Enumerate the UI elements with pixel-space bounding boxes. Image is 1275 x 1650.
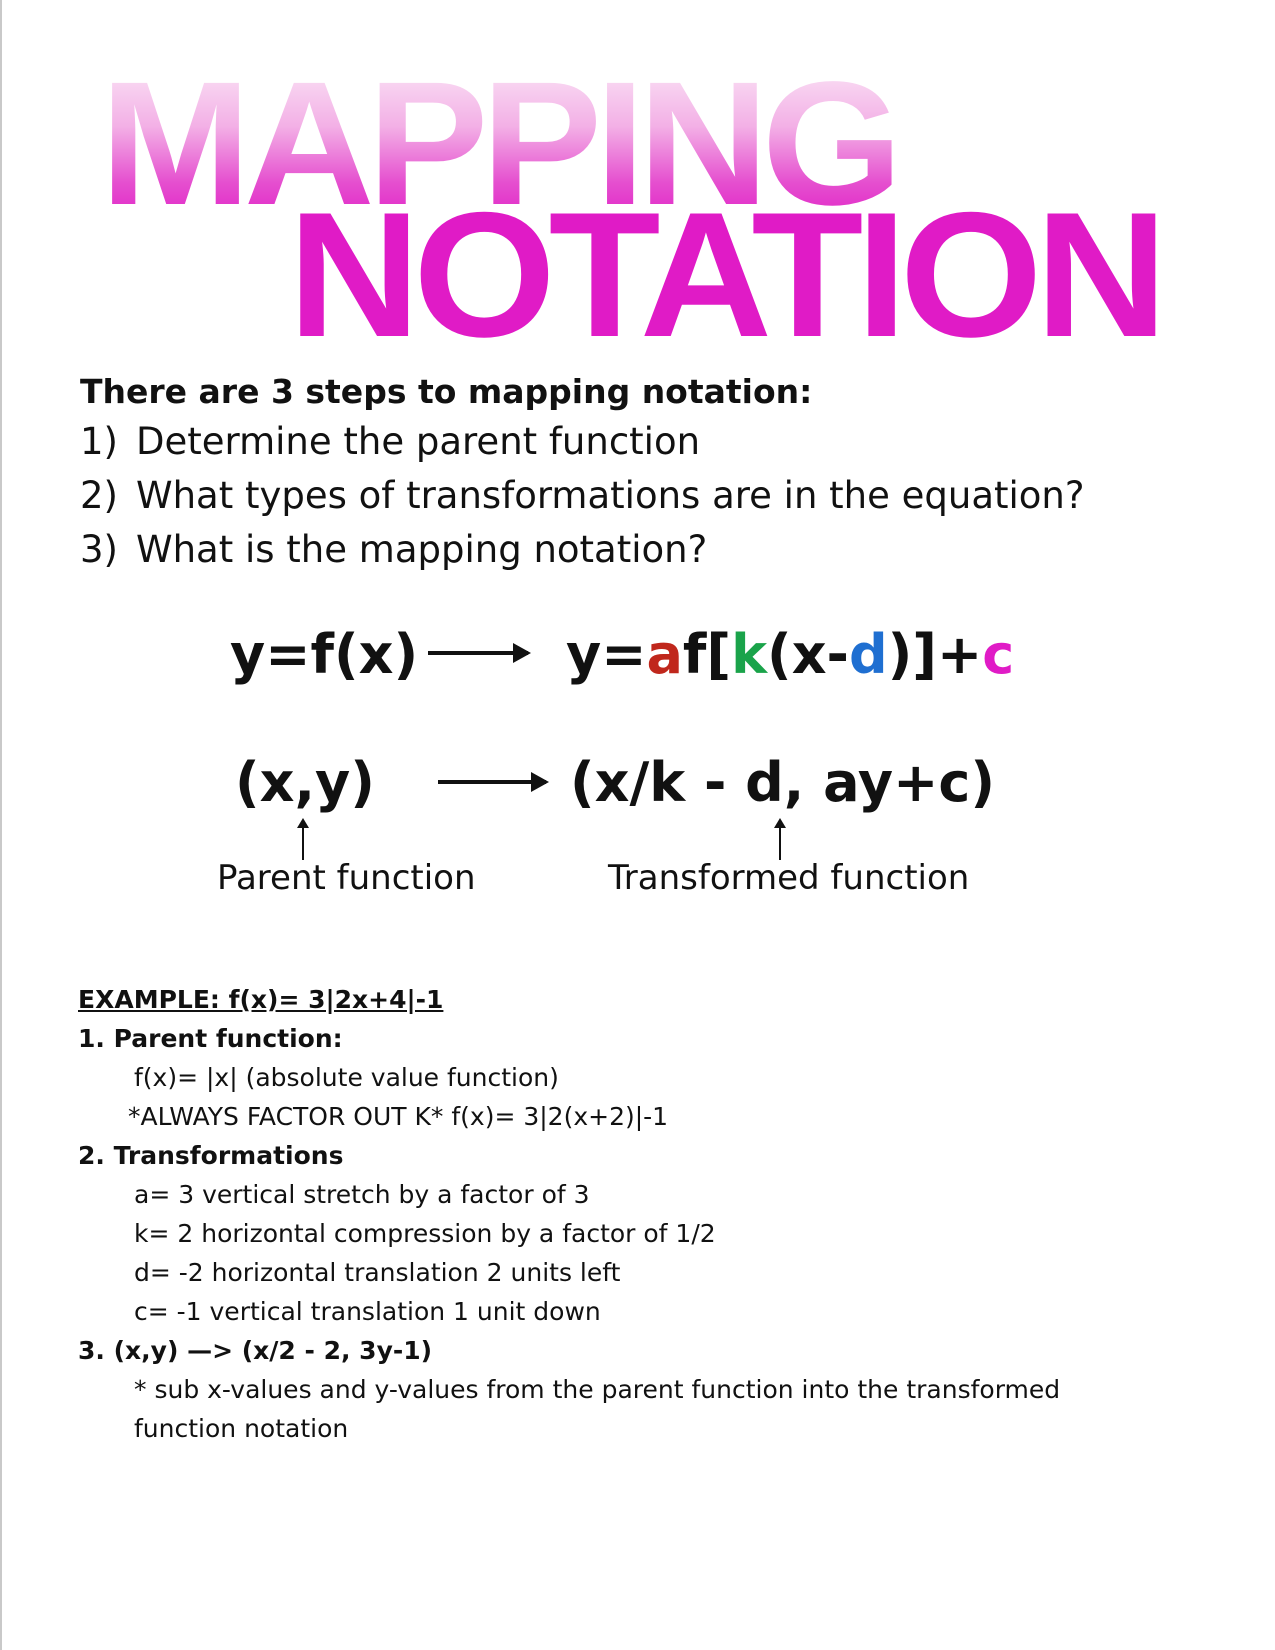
param-d: d: [848, 623, 888, 686]
parent-mapping-formula: (x,y): [235, 751, 375, 814]
transformed-mapping-formula: (x/k - d, ay+c): [570, 751, 996, 814]
formula-close-plus: )]+: [887, 623, 983, 686]
transformation-line: d= -2 horizontal translation 2 units left: [134, 1258, 621, 1287]
step-text: What is the mapping notation?: [136, 528, 708, 571]
step-number: 1): [80, 420, 118, 463]
param-a: a: [646, 623, 683, 686]
section1-line: f(x)= |x| (absolute value function): [134, 1063, 559, 1092]
formula-prefix: y=: [566, 623, 647, 686]
step-text: Determine the parent function: [136, 420, 701, 463]
param-k: k: [731, 623, 768, 686]
section-parent-function-title: 1. Parent function:: [78, 1024, 343, 1053]
formula-f-bracket: f[: [682, 623, 732, 686]
section1-line: *ALWAYS FACTOR OUT K* f(x)= 3|2(x+2)|-1: [128, 1102, 669, 1131]
title-line-notation: NOTATION: [288, 175, 1161, 374]
right-arrow-icon: [438, 780, 546, 784]
page-edge: [0, 0, 2, 1650]
transformation-line: c= -1 vertical translation 1 unit down: [134, 1297, 601, 1326]
transformation-line: a= 3 vertical stretch by a factor of 3: [134, 1180, 590, 1209]
section-transformations-title: 2. Transformations: [78, 1141, 344, 1170]
transformed-function-formula: [566, 623, 1015, 686]
step-number: 2): [80, 474, 118, 517]
right-arrow-icon: [428, 651, 528, 655]
up-arrow-icon: [779, 826, 781, 860]
step-number: 3): [80, 528, 118, 571]
section-mapping-title: 3. (x,y) —> (x/2 - 2, 3y-1): [78, 1336, 433, 1365]
title-line-mapping: MAPPING: [100, 46, 896, 242]
parent-function-formula: y=f(x): [230, 623, 419, 686]
steps-intro: There are 3 steps to mapping notation:: [80, 372, 813, 411]
example-heading: EXAMPLE: f(x)= 3|2x+4|-1: [78, 985, 444, 1014]
step-text: What types of transformations are in the equation?: [136, 474, 1085, 517]
caption-transformed-function: Transformed function: [608, 858, 970, 898]
example-section: [78, 980, 1198, 1448]
transformation-line: k= 2 horizontal compression by a factor of 1/2: [134, 1219, 716, 1248]
up-arrow-icon: [302, 826, 304, 860]
param-c: c: [982, 623, 1015, 686]
formula-x-minus: (x-: [767, 623, 849, 686]
caption-parent-function: Parent function: [217, 858, 476, 898]
section3-note: * sub x-values and y-values from the parent function into the transformed function notation: [134, 1375, 1061, 1443]
